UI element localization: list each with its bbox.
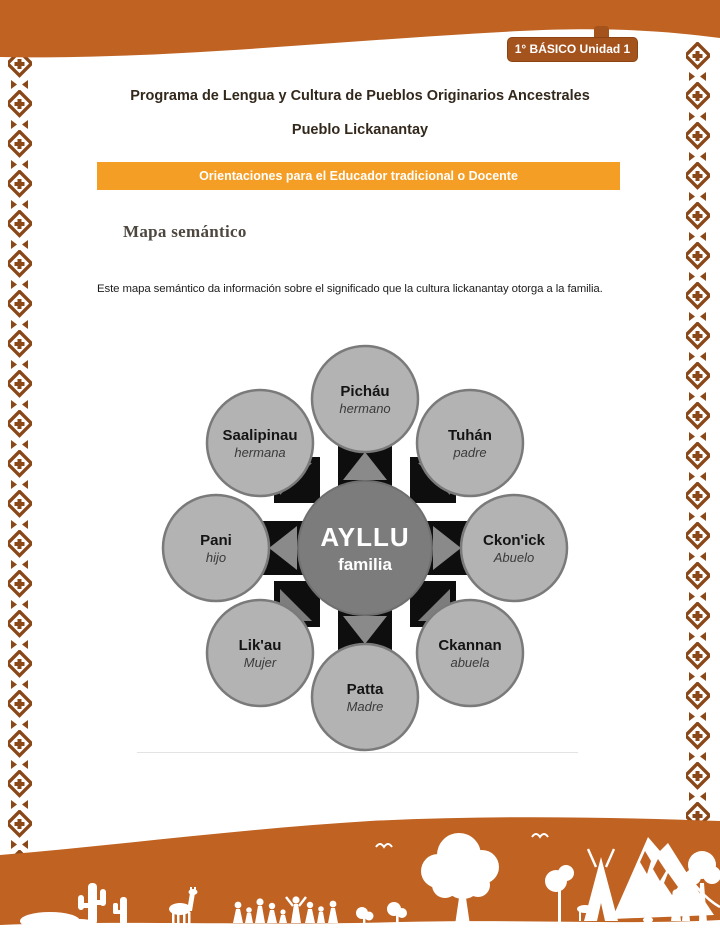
document-title: Programa de Lengua y Cultura de Pueblos Originarios Ancestrales: [130, 88, 590, 104]
node-bottom-right-term: Ckannan: [438, 637, 502, 654]
node-left-translation: hijo: [205, 550, 227, 565]
intro-paragraph: Este mapa semántico da información sobre el significado que la cultura lickanantay otorga a la familia.: [97, 283, 603, 295]
node-bottom-right: [417, 600, 523, 706]
node-right-term: Ckon'ick: [483, 532, 545, 549]
node-bottom: [312, 644, 418, 750]
node-left: [163, 495, 269, 601]
node-right: [461, 495, 567, 601]
map-underline: [137, 752, 578, 753]
node-bottom-left-term: Lik'au: [238, 637, 282, 654]
node-bottom-translation: Madre: [346, 699, 384, 714]
center-node-translation: familia: [338, 555, 392, 574]
unit-badge: 1° BÁSICO Unidad 1: [507, 37, 638, 62]
document-subtitle: Pueblo Lickanantay: [291, 122, 429, 138]
footer-illustration: [0, 817, 720, 932]
node-top-right-term: Tuhán: [448, 427, 492, 444]
node-top-right: [417, 390, 523, 496]
node-top-right-translation: padre: [453, 445, 487, 460]
section-heading: Mapa semántico: [123, 222, 247, 241]
node-bottom-term: Patta: [346, 681, 384, 698]
center-node-term: AYLLU: [320, 522, 410, 552]
node-left-term: Pani: [200, 532, 232, 549]
node-bottom-left: [207, 600, 313, 706]
node-bottom-right-translation: abuela: [450, 655, 490, 670]
orientation-banner: Orientaciones para el Educador tradicional o Docente: [97, 162, 620, 190]
node-top-left-translation: hermana: [234, 445, 286, 460]
node-bottom-left-translation: Mujer: [243, 655, 277, 670]
node-top-term: Picháu: [340, 383, 390, 400]
node-top-left-term: Saalipinau: [222, 427, 298, 444]
center-node: [298, 481, 432, 615]
node-top-left: [207, 390, 313, 496]
node-right-translation: Abuelo: [493, 550, 535, 565]
semantic-map-diagram: [155, 336, 575, 756]
node-top: [312, 346, 418, 452]
node-top-translation: hermano: [339, 401, 391, 416]
